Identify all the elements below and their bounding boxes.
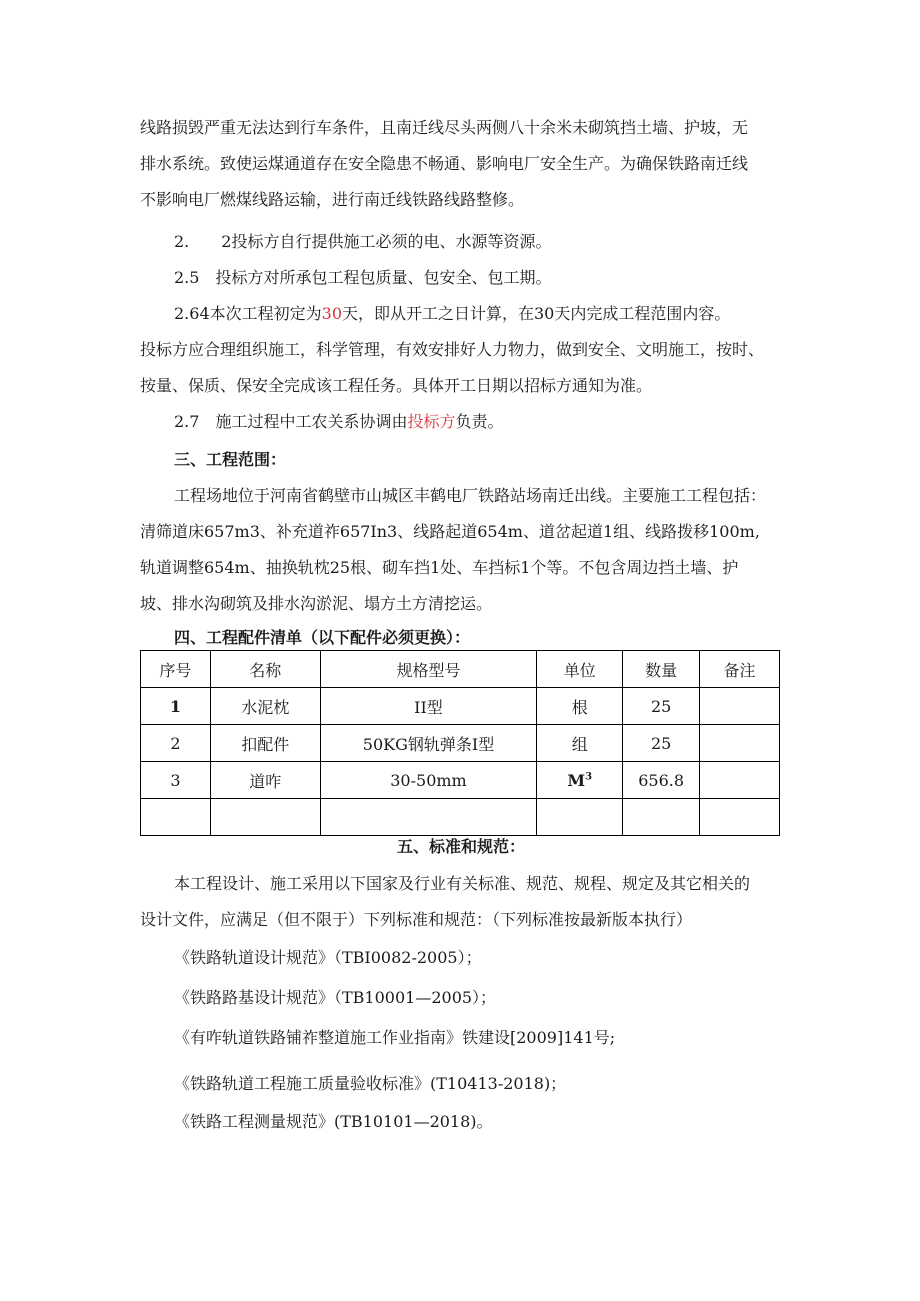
item-2-7 (140, 404, 782, 440)
scope-line: 坡、排水沟砌筑及排水沟淤泥、塌方土方清挖运。 (140, 594, 493, 613)
table-cell: 组 (537, 725, 623, 762)
table-header-row (141, 651, 780, 688)
header-cell: 序号 (141, 651, 211, 688)
table-cell (141, 799, 211, 836)
item-2-2: 2. 2投标方自行提供施工必须的电、水源等资源。 (174, 232, 552, 251)
paragraph-line: 按量、保质、保安全完成该工程任务。具体开工日期以招标方通知为准。 (140, 376, 653, 395)
item-2-64 (140, 296, 782, 332)
header-cell: 名称 (210, 651, 320, 688)
table-row (141, 688, 780, 725)
table-cell: 30-50mm (320, 762, 537, 799)
header-cell: 备注 (700, 651, 780, 688)
table-cell: 3 (141, 762, 211, 799)
reference-item: 《铁路工程测量规范》(TB10101—2018)。 (174, 1112, 493, 1131)
table-cell: 扣配件 (210, 725, 320, 762)
item-2-7-text-a: 2.7 施工过程中工农关系协调由 (174, 412, 408, 431)
section-4-heading: 四、工程配件清单（以下配件必须更换）： (174, 628, 471, 647)
table-cell: 道咋 (210, 762, 320, 799)
table-cell: 根 (537, 688, 623, 725)
header-cell: 单位 (537, 651, 623, 688)
scope-line: 轨道调整654m、抽换轨枕25根、砌车挡1处、车挡标1个等。不包含周边挡土墙、护 (140, 558, 739, 577)
reference-item: 《铁路路基设计规范》（TB10001—2005）； (174, 988, 497, 1007)
table-cell: 25 (623, 725, 700, 762)
table-cell: 50KG钢轨弹条I型 (320, 725, 537, 762)
table-cell: 25 (623, 688, 700, 725)
table-cell (700, 799, 780, 836)
unit-superscript: 3 (585, 771, 593, 783)
reference-item: 《铁路轨道工程施工质量验收标准》(T10413-2018)； (174, 1074, 567, 1093)
reference-item: 《铁路轨道设计规范》（TBI0082-2005）； (174, 948, 482, 967)
unit-text: M (567, 770, 586, 790)
scope-line: 清筛道床657m3、补充道祚657In3、线路起道654m、道岔起道1组、线路拨移100m, (140, 522, 760, 541)
header-cell: 数量 (623, 651, 700, 688)
table-cell (700, 688, 780, 725)
standards-line: 本工程设计、施工采用以下国家及行业有关标准、规范、规程、规定及其它相关的 (174, 874, 751, 893)
paragraph-line: 线路损毁严重无法达到行车条件，且南迁线尽头两侧八十余米未砌筑挡土墙、护坡，无 (140, 118, 749, 137)
section-3-heading: 三、工程范围： (174, 450, 287, 469)
table-cell (320, 799, 537, 836)
parts-table (140, 650, 780, 836)
header-cell: 规格型号 (320, 651, 537, 688)
item-2-5: 2.5 投标方对所承包工程包质量、包安全、包工期。 (174, 268, 552, 287)
bidder-highlight: 投标方 (407, 412, 456, 431)
item-2-64-text-b: 天，即从开工之日计算，在30天内完成工程范围内容。 (342, 304, 731, 323)
table-cell: 1 (141, 688, 211, 725)
table-cell: II型 (320, 688, 537, 725)
reference-item: 《有咋轨道铁路铺祚整道施工作业指南》铁建设[2009]141号; (174, 1028, 616, 1047)
table-cell (537, 762, 623, 799)
table-cell (700, 762, 780, 799)
paragraph-line: 排水系统。致使运煤通道存在安全隐患不畅通、影响电厂安全生产。为确保铁路南迁线 (140, 154, 749, 173)
table-cell: 水泥枕 (210, 688, 320, 725)
table-cell (623, 799, 700, 836)
scope-line: 工程场地位于河南省鹤壁市山城区丰鹤电厂铁路站场南迁出线。主要施工工程包括： (174, 486, 767, 505)
item-2-64-text-a: 2.64本次工程初定为 (174, 304, 322, 323)
standards-line: 设计文件，应满足（但不限于）下列标准和规范：（下列标准按最新版本执行） (140, 910, 693, 929)
table-row (141, 725, 780, 762)
table-cell (700, 725, 780, 762)
table-cell: 656.8 (623, 762, 700, 799)
days-highlight: 30 (321, 304, 342, 323)
table-row (141, 762, 780, 799)
paragraph-line: 不影响电厂燃煤线路运输，进行南迁线铁路线路整修。 (140, 190, 525, 209)
item-2-7-text-b: 负责。 (455, 412, 504, 431)
paragraph-line: 投标方应合理组织施工，科学管理，有效安排好人力物力，做到安全、文明施工，按时、 (140, 340, 765, 359)
table-cell (537, 799, 623, 836)
section-5-heading: 五、标准和规范： (396, 837, 525, 856)
table-cell (210, 799, 320, 836)
table-row (141, 799, 780, 836)
table-cell: 2 (141, 725, 211, 762)
